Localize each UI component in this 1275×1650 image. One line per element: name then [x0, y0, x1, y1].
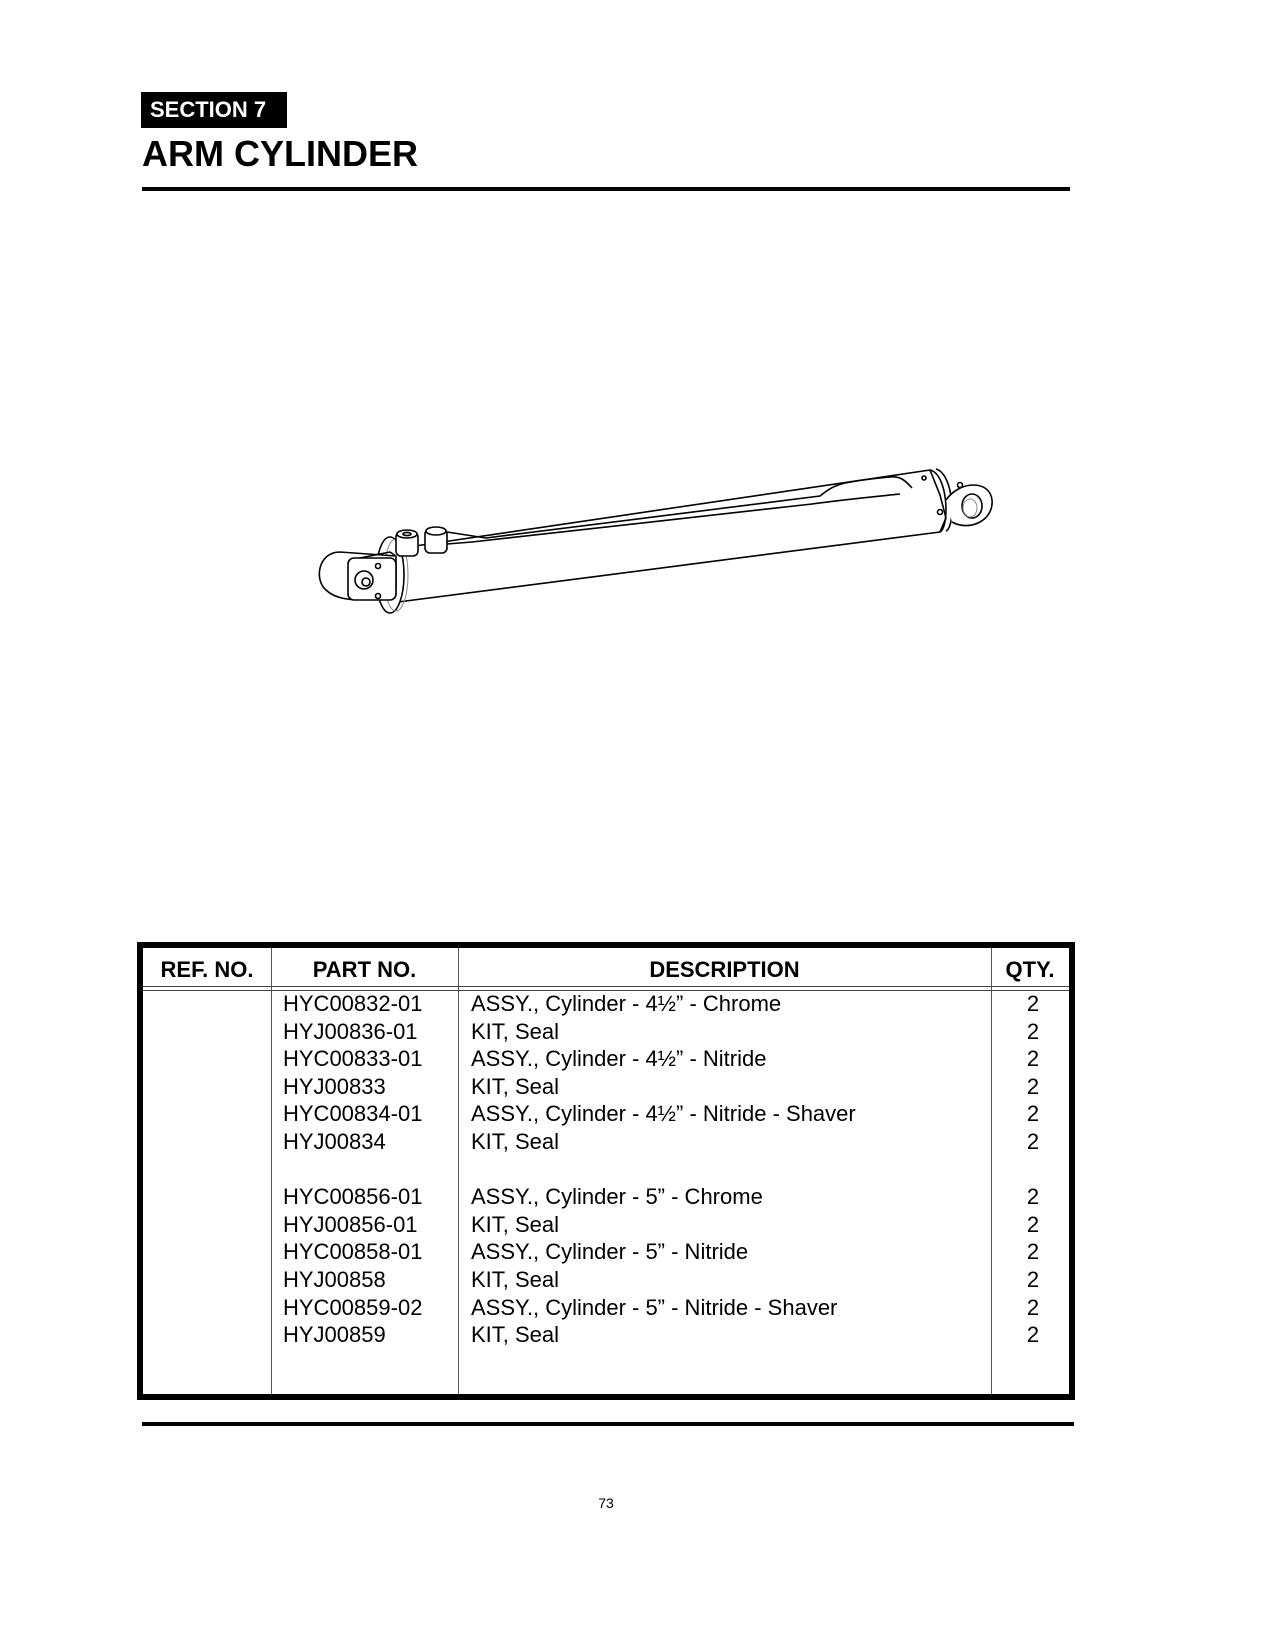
column-header-qty: QTY.	[1005, 957, 1055, 982]
table-row	[143, 1321, 1069, 1349]
column-header-ref-no: REF. NO.	[160, 957, 254, 982]
description: KIT, Seal	[471, 1266, 560, 1292]
table-row-spacer	[143, 1156, 1069, 1184]
table-row	[143, 1266, 1069, 1294]
page-number: 73	[598, 1495, 614, 1511]
part-number: HYC00833-01	[283, 1046, 423, 1072]
table-row	[143, 1183, 1069, 1211]
description: ASSY., Cylinder - 5” - Nitride - Shaver	[471, 1294, 838, 1320]
table-row	[143, 1073, 1069, 1101]
description: KIT, Seal	[471, 1211, 560, 1237]
column-header-description: DESCRIPTION	[649, 957, 800, 982]
table-row	[143, 1238, 1069, 1266]
description: KIT, Seal	[471, 1073, 560, 1099]
part-number: HYC00859-02	[283, 1294, 423, 1320]
title-divider	[142, 187, 1070, 191]
part-number: HYC00858-01	[283, 1239, 423, 1265]
part-number: HYJ00833	[283, 1073, 386, 1099]
quantity: 2	[1026, 1018, 1040, 1044]
description: KIT, Seal	[471, 1018, 560, 1044]
table-row	[143, 1211, 1069, 1239]
description: ASSY., Cylinder - 4½” - Nitride - Shaver	[471, 1101, 856, 1127]
part-number: HYJ00834	[283, 1128, 386, 1154]
part-number: HYJ00836-01	[283, 1018, 418, 1044]
quantity: 2	[1026, 1101, 1040, 1127]
footer-divider	[142, 1422, 1074, 1426]
description: KIT, Seal	[471, 1128, 560, 1154]
description: ASSY., Cylinder - 4½” - Chrome	[471, 991, 782, 1016]
section-badge: SECTION 7	[141, 92, 287, 128]
quantity: 2	[1026, 1128, 1040, 1154]
quantity: 2	[1026, 1046, 1040, 1072]
part-number: HYC00834-01	[283, 1101, 423, 1127]
header-divider	[143, 986, 1069, 987]
description: ASSY., Cylinder - 4½” - Nitride	[471, 1046, 767, 1072]
quantity: 2	[1026, 1073, 1040, 1099]
quantity: 2	[1026, 1294, 1040, 1320]
column-header-part-no: PART NO.	[312, 957, 417, 982]
table-row	[143, 1128, 1069, 1156]
part-number: HYJ00858	[283, 1266, 386, 1292]
quantity: 2	[1026, 1266, 1040, 1292]
quantity: 2	[1026, 1184, 1040, 1210]
quantity: 2	[1026, 1239, 1040, 1265]
table-row	[143, 1100, 1069, 1128]
part-number: HYJ00856-01	[283, 1211, 418, 1237]
part-number: HYJ00859	[283, 1322, 386, 1348]
table-row	[143, 1045, 1069, 1073]
description: KIT, Seal	[471, 1322, 560, 1348]
quantity: 2	[1026, 1211, 1040, 1237]
part-number: HYC00832-01	[283, 991, 423, 1016]
quantity: 2	[1026, 1322, 1040, 1348]
table-row	[143, 990, 1069, 1018]
quantity: 2	[1026, 991, 1040, 1016]
table-row	[143, 1018, 1069, 1046]
description: ASSY., Cylinder - 5” - Nitride	[471, 1239, 749, 1265]
part-number: HYC00856-01	[283, 1184, 423, 1210]
table-body	[143, 990, 1069, 1349]
parts-table	[137, 942, 1075, 1400]
arm-cylinder-diagram	[300, 440, 1020, 620]
page-title: ARM CYLINDER	[142, 133, 418, 174]
description: ASSY., Cylinder - 5” - Chrome	[471, 1184, 763, 1210]
table-row	[143, 1294, 1069, 1322]
